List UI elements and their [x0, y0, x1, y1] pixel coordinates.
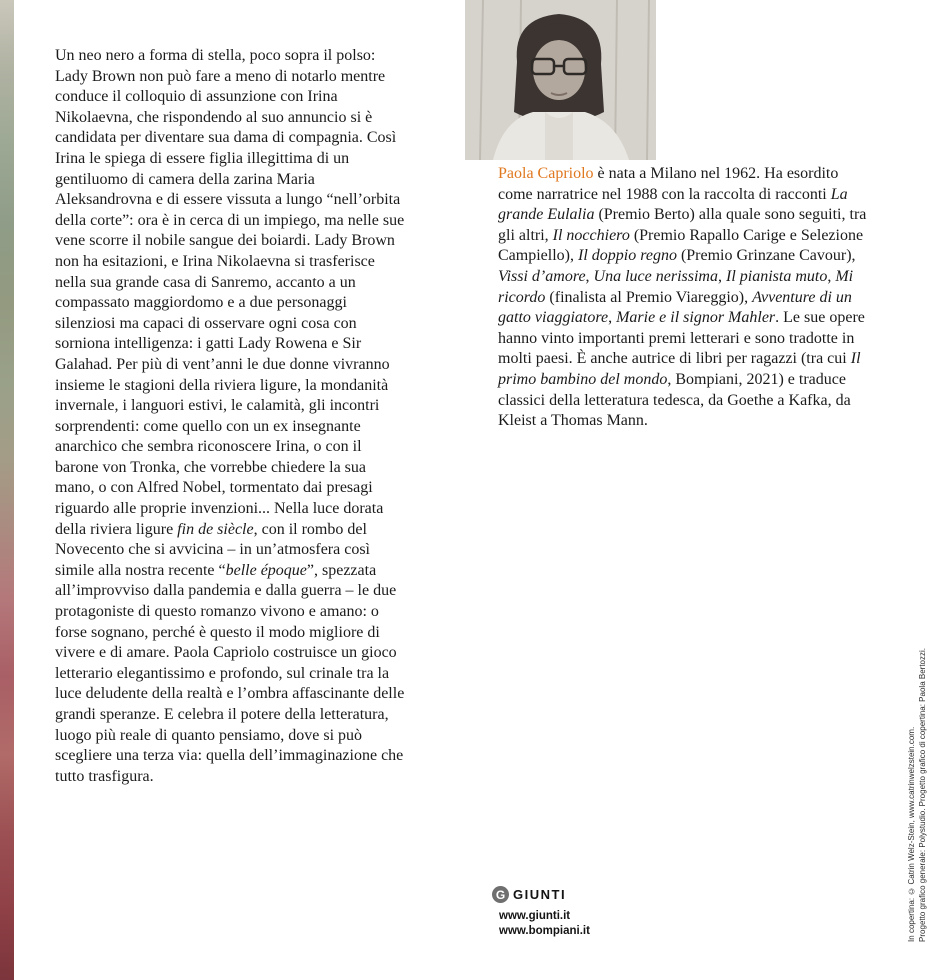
synopsis-column — [55, 46, 409, 787]
author-portrait-illustration — [465, 0, 656, 160]
synopsis-text: Un neo nero a forma di stella, poco sopra il polso: Lady Brown non può fare a meno di notarlo mentre conduce il colloquio di assunzione con Irina Nikolaevna, che rispondendo al suo annuncio si è candidata per diventare sua dama di compagnia. Così Irina le spiega di essere figlia illegittima di un gentiluomo di camera della zarina Maria Aleksandrovna e di essere vissuta a lungo “nell’orbita della corte”: ora è in cerca di un impiego, ma nelle sue vene scorre il nobile sangue dei boiardi. Lady Brown non ha esitazioni, e Irina Nikolaevna si trasferisce nella sua grande casa di Sanremo, accanto a un compassato maggiordomo e a due personaggi silenziosi ma capaci di osservare ogni cosa con sorniona intelligenza: i gatti Lady Rowena e Sir Galahad. Per più di vent’anni le due donne vivranno insieme le stagioni della riviera ligure, la mondanità invernale, i languori estivi, le calamità, gli incontri sorprendenti: come quello con un ex insegnante anarchico che sembra riconoscere Irina, o con il barone von Tronka, che vorrebbe chiedere la sua mano, o con Alfred Nobel, tormentato dai presagi riguardo alle proprie invenzioni... Nella luce dorata della riviera ligure fin de siècle, con il rombo del Novecento che si avvicina – in un’atmosfera così simile alla nostra recente “belle époque”, spezzata all’improvviso dalla pandemia e dalla guerra – le due protagoniste di questo romanzo vivono e amano: o forse sognano, perché è questo il modo migliore di vivere e di amare. Paola Capriolo costruisce un gioco letterario elegantissimo e profondo, sul crinale tra la luce deludente della realtà e l’ombra affascinante delle grandi speranze. E celebra il potere della letteratura, luogo più reale di quanto pensiamo, dove si può scegliere una terza via: quella dell’immaginazione che tutto trasfigura. — [55, 47, 405, 785]
credits-line-1: In copertina: © Catrin Welz-Stein, www.catrinwelzstein.com. — [907, 726, 916, 942]
bompiani-url: www.bompiani.it — [499, 925, 590, 937]
giunti-logo — [492, 886, 590, 903]
cover-art-strip — [0, 0, 14, 980]
giunti-logo-icon: G — [492, 886, 509, 903]
author-bio-text: Paola Capriolo è nata a Milano nel 1962. Ha esordito come narratrice nel 1988 con la raccolta di racconti La grande Eulalia (Premio Berto) alla quale sono seguiti, tra gli altri, Il nocchiero (Premio Rapallo Carige e Selezione Campiello), Il doppio regno (Premio Grinzane Cavour), Vissi d’amore, Una luce nerissima, Il pianista muto, Mi ricordo (finalista al Premio Viareggio), Avventure di un gatto viaggiatore, Marie e il signor Mahler. Le sue opere hanno vinto importanti premi letterari e sono tradotte in molti paesi. È anche autrice di libri per ragazzi (tra cui Il primo bambino del mondo, Bompiani, 2021) e traduce classici della letteratura tedesca, da Goethe a Kafka, da Kleist a Thomas Mann. — [498, 165, 867, 430]
giunti-logo-text: GIUNTI — [513, 887, 567, 902]
cover-credits-vertical — [906, 648, 928, 942]
giunti-url: www.giunti.it — [499, 910, 571, 922]
credits-line-2: Progetto grafico generale: Polystudio. Progetto grafico di copertina: Paola Bertozzi. — [918, 648, 927, 942]
author-bio-column — [498, 164, 868, 432]
author-photo — [465, 0, 656, 160]
publisher-block — [492, 886, 590, 939]
